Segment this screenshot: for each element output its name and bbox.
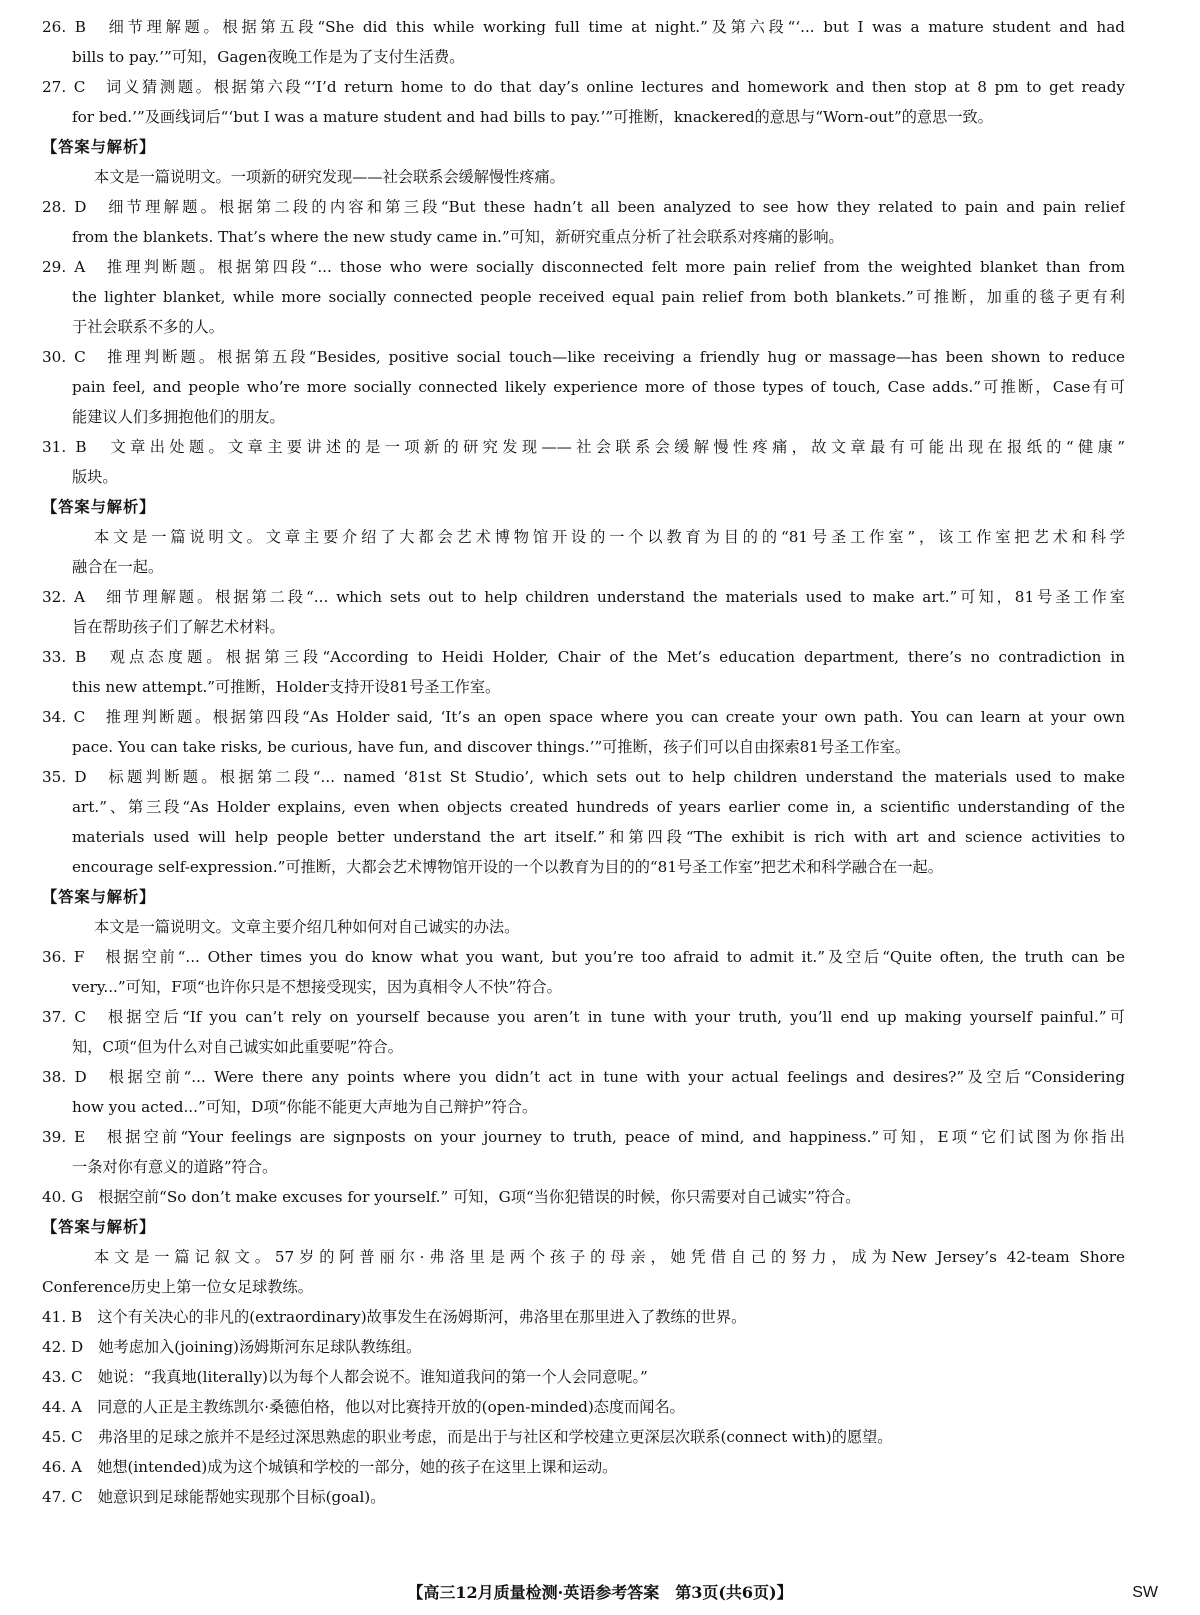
text-line: 旨在帮助孩子们了解艺术材料。 [72, 618, 285, 636]
text-line: Conference历史上第一位女足球教练。 [42, 1278, 313, 1296]
text-line: 38. D 根据空前“... Were there any points where you didn’t act in tune with your actual feelings and desires?”及空后“Considering [42, 1068, 1125, 1086]
text-line: pain feel, and people who’re more socially connected likely experience more of those types of touch, Case adds.”可推断，Case有可 [72, 378, 1125, 396]
section-heading: 【答案与解析】 [42, 138, 156, 156]
text-line: 本文是一篇记叙文。57岁的阿普丽尔·弗洛里是两个孩子的母亲，她凭借自己的努力，成为New Jersey’s 42-team Shore [94, 1248, 1125, 1266]
text-line: 32. A 细节理解题。根据第二段“... which sets out to help children understand the materials used to make art.”可知，81号圣工作室 [42, 588, 1125, 606]
text-line: 本文是一篇说明文。一项新的研究发现——社会联系会缓解慢性疼痛。 [94, 168, 565, 186]
text-line: encourage self-expression.”可推断，大都会艺术博物馆开设的一个以教育为目的的“81号圣工作室”把艺术和科学融合在一起。 [72, 858, 943, 876]
text-line: 于社会联系不多的人。 [72, 318, 224, 336]
section-heading: 【答案与解析】 [42, 1218, 156, 1236]
page-footer: 【高三12月质量检测·英语参考答案 第3页(共6页)】 [407, 1583, 793, 1602]
text-line: art.”、第三段“As Holder explains, even when objects created hundreds of years earlier come in, a scientific understanding of the [72, 798, 1125, 816]
text-line: 41. B 这个有关决心的非凡的(extraordinary)故事发生在汤姆斯河，弗洛里在那里进入了教练的世界。 [42, 1308, 747, 1326]
text-line: 版块。 [72, 468, 118, 486]
text-line: pace. You can take risks, be curious, have fun, and discover things.’”可推断，孩子们可以自由探索81号圣工作室。 [72, 738, 911, 756]
text-line: 33. B 观点态度题。根据第三段“According to Heidi Holder, Chair of the Met’s education department, there’s no contradiction in [42, 648, 1125, 666]
text-line: the lighter blanket, while more socially connected people received equal pain relief from both blankets.”可推断，加重的毯子更有利 [72, 288, 1125, 306]
text-line: 44. A 同意的人正是主教练凯尔·桑德伯格，他以对比赛持开放的(open-minded)态度而闻名。 [42, 1398, 685, 1416]
text-line: 35. D 标题判断题。根据第二段“... named ‘81st St Studio’, which sets out to help children understand the materials used to make [42, 768, 1125, 786]
text-line: 39. E 根据空前“Your feelings are signposts on your journey to truth, peace of mind, and happiness.”可知，E项“它们试图为你指出 [42, 1128, 1125, 1146]
text-line: 40. G 根据空前“So don’t make excuses for yourself.” 可知，G项“当你犯错误的时候，你只需要对自己诚实”符合。 [42, 1188, 861, 1206]
text-line: 42. D 她考虑加入(joining)汤姆斯河东足球队教练组。 [42, 1338, 422, 1356]
answer-document [42, 12, 1125, 1512]
text-line: 28. D 细节理解题。根据第二段的内容和第三段“But these hadn’t all been analyzed to see how they related to pain and pain relief [42, 198, 1125, 216]
text-line: this new attempt.”可推断，Holder支持开设81号圣工作室。 [72, 678, 501, 696]
text-line: 26. B 细节理解题。根据第五段“She did this while working full time at night.”及第六段“‘... but I was a mature student and had [42, 18, 1125, 36]
text-line: 45. C 弗洛里的足球之旅并不是经过深思熟虑的职业考虑，而是出于与社区和学校建立更深层次联系(connect with)的愿望。 [42, 1428, 893, 1446]
section-heading: 【答案与解析】 [42, 888, 156, 906]
text-line: 46. A 她想(intended)成为这个城镇和学校的一部分，她的孩子在这里上课和运动。 [42, 1458, 618, 1476]
text-line: very...”可知，F项“也许你只是不想接受现实，因为真相令人不快”符合。 [72, 978, 562, 996]
text-line: 31. B 文章出处题。文章主要讲述的是一项新的研究发现——社会联系会缓解慢性疼痛，故文章最有可能出现在报纸的“健康” [42, 438, 1125, 456]
text-line: 36. F 根据空前“... Other times you do know what you want, but you’re too afraid to admit it.”及空后“Quite often, the truth can be [42, 948, 1125, 966]
text-line: 30. C 推理判断题。根据第五段“Besides, positive social touch—like receiving a friendly hug or massage—has been shown to reduce [42, 348, 1125, 366]
text-line: 知，C项“但为什么对自己诚实如此重要呢”符合。 [72, 1038, 403, 1056]
text-line: 43. C 她说：“我真地(literally)以为每个人都会说不。谁知道我问的第一个人会同意呢。” [42, 1368, 648, 1386]
text-line: 27. C 词义猜测题。根据第六段“‘I’d return home to do that day’s online lectures and homework and then stop at 8 pm to get ready [42, 78, 1125, 96]
text-line: for bed.’”及画线词后“‘but I was a mature student and had bills to pay.’”可推断，knackered的意思与“Worn-out”的意思一致。 [72, 108, 993, 126]
text-line: 29. A 推理判断题。根据第四段“... those who were socially disconnected felt more pain relief from the weighted blanket than from [42, 258, 1125, 276]
section-heading: 【答案与解析】 [42, 498, 156, 516]
text-line: bills to pay.’”可知，Gagen夜晚工作是为了支付生活费。 [72, 48, 465, 66]
text-line: from the blankets. That’s where the new study came in.”可知，新研究重点分析了社会联系对疼痛的影响。 [72, 228, 844, 246]
text-line: 37. C 根据空后“If you can’t rely on yourself because you aren’t in tune with your truth, you’ll end up making yourself painful.”可 [42, 1008, 1125, 1026]
footer-code: SW [1132, 1584, 1158, 1601]
text-line: 本文是一篇说明文。文章主要介绍了大都会艺术博物馆开设的一个以教育为目的的“81号圣工作室”，该工作室把艺术和科学 [94, 528, 1125, 546]
text-line: 一条对你有意义的道路”符合。 [72, 1158, 278, 1176]
text-line: 融合在一起。 [72, 558, 164, 576]
text-line: 34. C 推理判断题。根据第四段“As Holder said, ‘It’s an open space where you can create your own path. You can learn at your own [42, 708, 1125, 726]
text-line: 本文是一篇说明文。文章主要介绍几种如何对自己诚实的办法。 [94, 918, 520, 936]
text-line: how you acted...”可知，D项“你能不能更大声地为自己辩护”符合。 [72, 1098, 538, 1116]
text-line: materials used will help people better understand the art itself.”和第四段“The exhibit is rich with art and science activities to [72, 828, 1125, 846]
text-line: 47. C 她意识到足球能帮她实现那个目标(goal)。 [42, 1488, 386, 1506]
text-line: 能建议人们多拥抱他们的朋友。 [72, 408, 285, 426]
